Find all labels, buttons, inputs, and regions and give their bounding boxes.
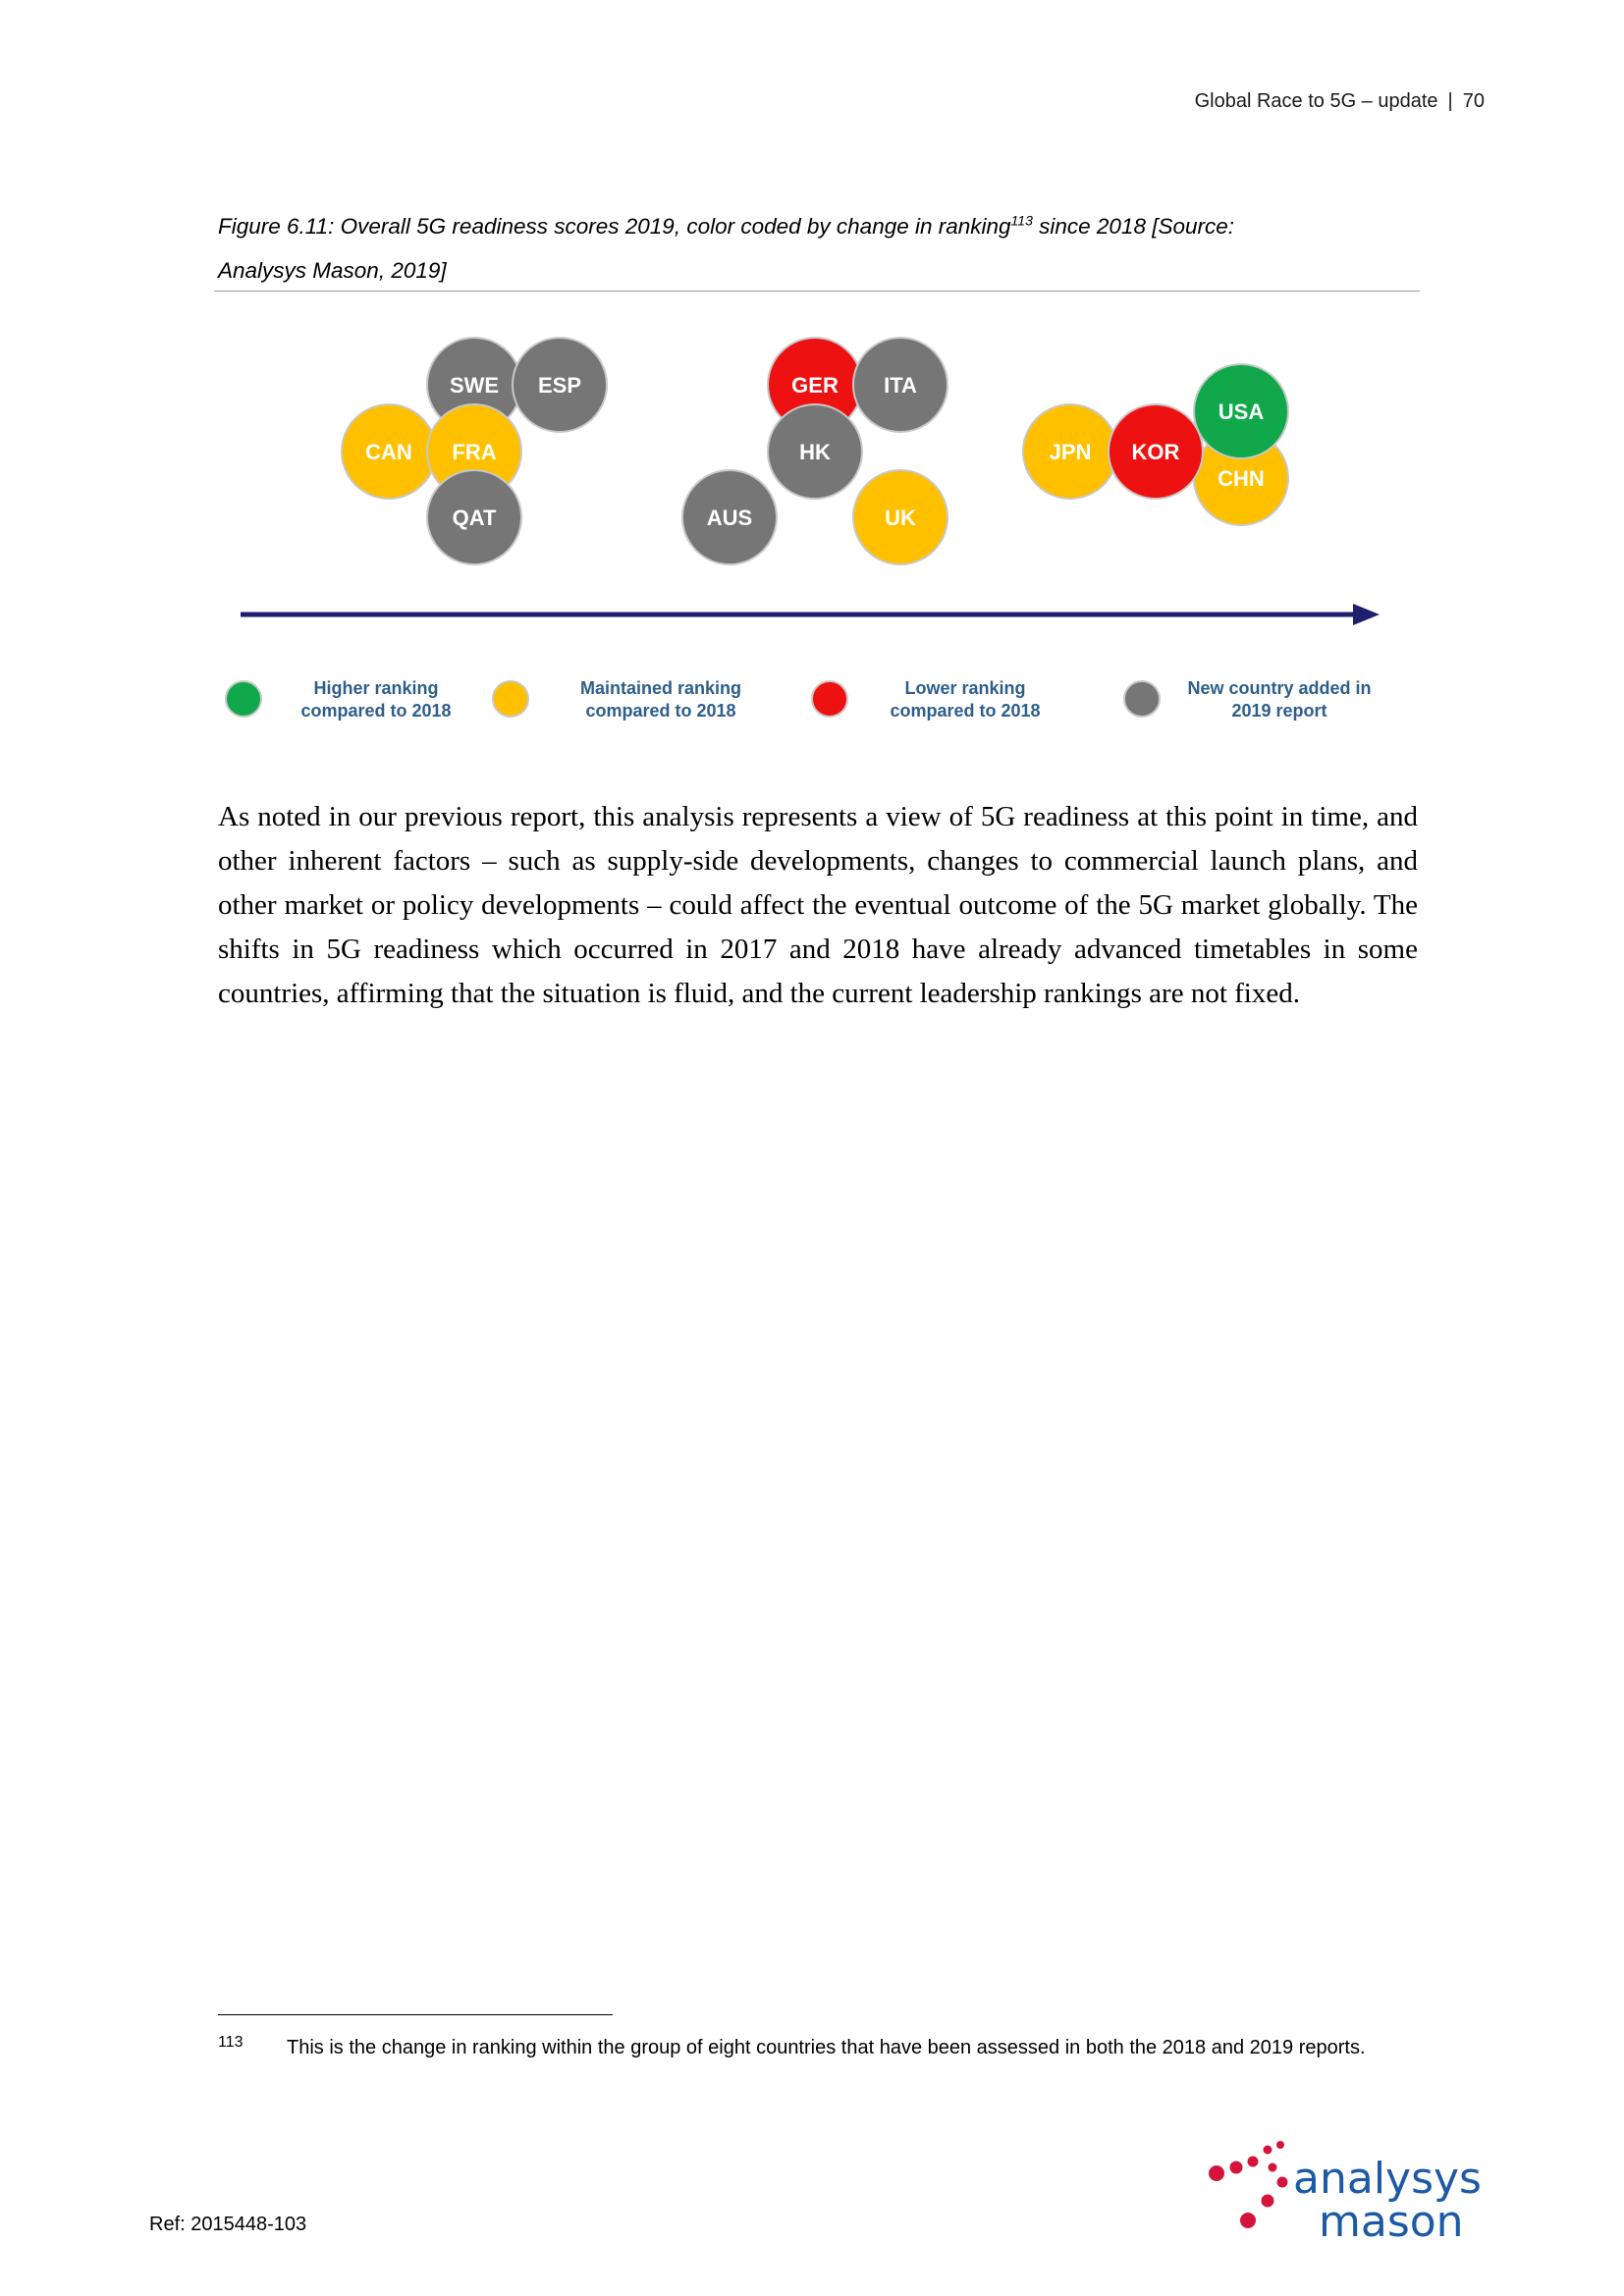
footnote-number: 113 xyxy=(218,2034,244,2051)
legend-swatch xyxy=(812,681,847,717)
readiness-bubble-chart xyxy=(0,0,1624,766)
country-bubble-aus xyxy=(682,470,777,564)
legend-label: compared to 2018 xyxy=(890,701,1041,721)
country-bubble-can xyxy=(342,404,436,499)
country-bubble-jpn xyxy=(1023,404,1117,499)
bubble-label: SWE xyxy=(449,373,500,398)
footnote xyxy=(218,2035,1418,2061)
bubble-layer xyxy=(342,338,1288,564)
logo-word-analysys: analysys xyxy=(1293,2154,1482,2204)
country-bubble-ita xyxy=(853,338,947,432)
legend-label: New country added in xyxy=(1187,678,1372,698)
bubble-label: ESP xyxy=(537,373,582,398)
legend-label: Maintained ranking xyxy=(579,678,742,698)
legend-item-lower xyxy=(812,678,1041,721)
legend-label: compared to 2018 xyxy=(585,701,736,721)
bubble-label: JPN xyxy=(1049,440,1092,464)
caption-main: Figure 6.11: Overall 5G readiness scores 2019, color coded by change in ranking xyxy=(218,214,1011,239)
bubble-label: CHN xyxy=(1218,466,1265,491)
legend-label: Higher ranking xyxy=(313,678,439,698)
country-bubble-usa xyxy=(1194,364,1288,458)
page-number: 70 xyxy=(1462,90,1485,112)
body-paragraph: As noted in our previous report, this analysis represents a view of 5G readiness at this point in time, and other inherent factors – such as supply-side developments, changes to commercial launch plans, and other market or policy developments – could affect the eventual outcome of the 5G market globally. The shifts in 5G readiness which occurred in 2017 and 2018 have already advanced timetables in some countries, affirming that the situation is fluid, and the current leadership rankings are not fixed. xyxy=(218,801,1418,1009)
bubble-label: USA xyxy=(1218,400,1265,424)
country-bubble-kor xyxy=(1109,404,1203,499)
legend-label: 2019 report xyxy=(1231,701,1327,721)
header-separator: | xyxy=(1447,90,1453,112)
logo-word-mason: mason xyxy=(1319,2197,1464,2246)
country-bubble-hk xyxy=(768,404,862,499)
legend-item-higher xyxy=(226,678,452,721)
reference-number: Ref: 2015448-103 xyxy=(149,2214,307,2235)
bubble-label: KOR xyxy=(1131,440,1180,464)
country-bubble-uk xyxy=(853,470,947,564)
legend-label: compared to 2018 xyxy=(300,701,452,721)
arrow-head-icon xyxy=(1353,604,1380,625)
bubble-label: HK xyxy=(799,440,831,464)
bubble-label: GER xyxy=(791,373,839,398)
bubble-label: CAN xyxy=(365,440,412,464)
legend-swatch xyxy=(1124,681,1160,717)
caption-rest: since 2018 [Source: xyxy=(1032,214,1235,239)
legend xyxy=(226,678,1372,721)
caption-line2: Analysys Mason, 2019] xyxy=(218,258,447,283)
logo-dots-icon xyxy=(1209,2141,1288,2228)
caption-footnote-ref[interactable]: 113 xyxy=(1010,212,1033,229)
bubble-label: QAT xyxy=(452,506,497,530)
header-title: Global Race to 5G – update xyxy=(1194,90,1438,112)
legend-swatch xyxy=(226,681,261,717)
legend-swatch xyxy=(493,681,528,717)
footnote-text: This is the change in ranking within the group of eight countries that have been assessed in both the 2018 and 2019 reports. xyxy=(287,2037,1366,2058)
footnote-rule xyxy=(218,2014,613,2015)
legend-item-maintained xyxy=(493,678,741,721)
analysys-mason-logo xyxy=(1203,2138,1517,2246)
bubble-label: ITA xyxy=(884,373,917,398)
country-bubble-qat xyxy=(427,470,521,564)
country-bubble-esp xyxy=(513,338,607,432)
legend-label: Lower ranking xyxy=(904,678,1026,698)
legend-item-new xyxy=(1124,678,1372,721)
bubble-label: FRA xyxy=(452,440,497,464)
bubble-label: AUS xyxy=(706,506,753,530)
bubble-label: UK xyxy=(885,506,916,530)
